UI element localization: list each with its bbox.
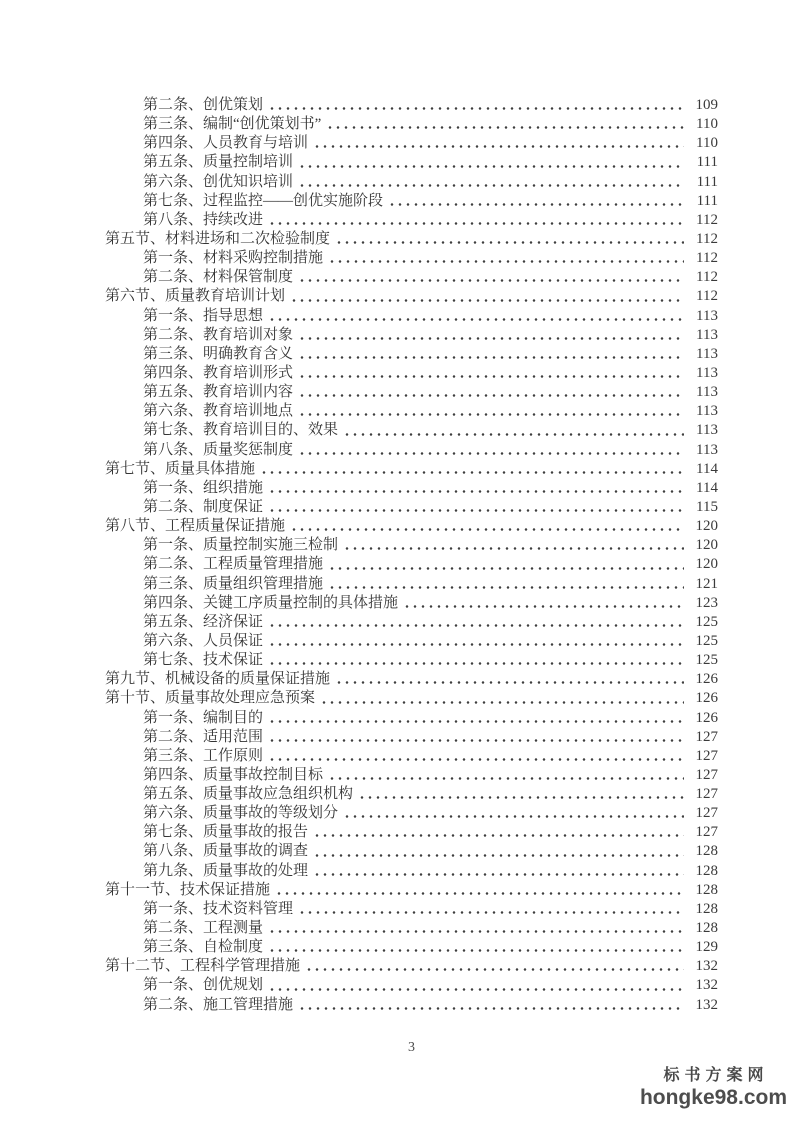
toc-leader-dots xyxy=(268,211,684,230)
toc-entry xyxy=(105,498,718,517)
toc-entry-title: 第六节、质量教育培训计划 xyxy=(105,288,286,305)
toc-entry-title: 第四条、关键工序质量控制的具体措施 xyxy=(143,594,399,611)
toc-entry xyxy=(105,785,718,804)
toc-entry-title: 第四条、人员教育与培训 xyxy=(143,135,309,152)
toc-leader-dots xyxy=(305,957,684,976)
toc-entry-title: 第五条、质量控制培训 xyxy=(143,154,294,171)
toc-leader-dots xyxy=(343,804,684,823)
toc-entry-page: 120 xyxy=(695,518,718,535)
toc-entry xyxy=(105,517,718,536)
toc-leader-dots xyxy=(388,192,684,211)
toc-entry-page: 128 xyxy=(695,862,718,879)
toc-entry-page: 112 xyxy=(696,269,718,286)
toc-entry xyxy=(105,728,718,747)
toc-entry xyxy=(105,689,718,708)
toc-leader-dots xyxy=(268,307,684,326)
toc-entry xyxy=(105,957,718,976)
toc-entry-page: 113 xyxy=(696,441,718,458)
toc-entry xyxy=(105,670,718,689)
toc-entry-page: 128 xyxy=(695,920,718,937)
toc-entry-title: 第二条、工程测量 xyxy=(143,920,264,937)
toc-leader-dots xyxy=(298,326,684,345)
toc-leader-dots xyxy=(290,517,684,536)
toc-entry xyxy=(105,249,718,268)
toc-entry xyxy=(105,536,718,555)
toc-entry-page: 120 xyxy=(695,556,718,573)
toc-entry-page: 113 xyxy=(696,384,718,401)
toc-entry xyxy=(105,613,718,632)
toc-entry-page: 127 xyxy=(695,728,718,745)
toc-entry-page: 127 xyxy=(695,824,718,841)
toc-leader-dots xyxy=(268,747,684,766)
toc-entry-page: 126 xyxy=(695,671,718,688)
toc-entry-title: 第五条、教育培训内容 xyxy=(143,384,294,401)
toc-entry-title: 第五条、质量事故应急组织机构 xyxy=(143,786,354,803)
toc-leader-dots xyxy=(328,766,684,785)
toc-entry xyxy=(105,747,718,766)
toc-leader-dots xyxy=(343,421,684,440)
toc-entry xyxy=(105,287,718,306)
toc-entry-title: 第七节、质量具体措施 xyxy=(105,460,256,477)
toc-leader-dots xyxy=(335,670,684,689)
toc-entry xyxy=(105,364,718,383)
toc-entry-page: 112 xyxy=(696,211,718,228)
toc-entry xyxy=(105,268,718,287)
toc-leader-dots xyxy=(298,364,684,383)
toc-entry xyxy=(105,421,718,440)
toc-leader-dots xyxy=(313,823,684,842)
toc-leader-dots xyxy=(358,785,684,804)
toc-leader-dots xyxy=(328,575,684,594)
toc-leader-dots xyxy=(313,862,684,881)
toc-entry xyxy=(105,709,718,728)
toc-leader-dots xyxy=(326,115,684,134)
toc-entry xyxy=(105,881,718,900)
toc-entry xyxy=(105,402,718,421)
toc-entry-title: 第二条、适用范围 xyxy=(143,728,264,745)
toc-entry-page: 121 xyxy=(695,575,718,592)
toc-leader-dots xyxy=(268,709,684,728)
toc-entry-title: 第七条、过程监控——创优实施阶段 xyxy=(143,192,384,209)
toc-entry-page: 111 xyxy=(696,154,718,171)
toc-entry-page: 125 xyxy=(695,652,718,669)
toc-entry-page: 110 xyxy=(696,116,718,133)
toc-entry-title: 第十节、质量事故处理应急预案 xyxy=(105,690,316,707)
toc-entry-title: 第三条、明确教育含义 xyxy=(143,345,294,362)
toc-entry-title: 第八节、工程质量保证措施 xyxy=(105,518,286,535)
toc-leader-dots xyxy=(298,345,684,364)
toc-entry-page: 114 xyxy=(696,460,718,477)
toc-entry-page: 126 xyxy=(695,690,718,707)
toc-entry-title: 第七条、教育培训目的、效果 xyxy=(143,422,339,439)
watermark xyxy=(640,1066,787,1109)
toc-entry-page: 113 xyxy=(696,422,718,439)
toc-entry-title: 第六条、人员保证 xyxy=(143,632,264,649)
toc-leader-dots xyxy=(298,153,684,172)
toc-entry-page: 125 xyxy=(695,632,718,649)
toc-entry xyxy=(105,326,718,345)
toc-leader-dots xyxy=(268,976,684,995)
toc-entry-title: 第一条、指导思想 xyxy=(143,307,264,324)
toc-entry xyxy=(105,211,718,230)
toc-entry-page: 112 xyxy=(696,250,718,267)
toc-leader-dots xyxy=(328,249,684,268)
toc-leader-dots xyxy=(268,919,684,938)
toc-leader-dots xyxy=(268,498,684,517)
toc-entry-page: 127 xyxy=(695,786,718,803)
toc-leader-dots xyxy=(313,134,684,153)
toc-leader-dots xyxy=(403,594,684,613)
toc-entry-page: 120 xyxy=(695,537,718,554)
toc-entry-title: 第六条、教育培训地点 xyxy=(143,403,294,420)
toc-entry xyxy=(105,134,718,153)
toc-entry-title: 第八条、质量事故的调查 xyxy=(143,843,309,860)
toc-entry-title: 第七条、质量事故的报告 xyxy=(143,824,309,841)
toc-entry-page: 128 xyxy=(695,843,718,860)
toc-leader-dots xyxy=(268,632,684,651)
toc-entry-title: 第一条、材料采购控制措施 xyxy=(143,250,324,267)
toc-entry xyxy=(105,153,718,172)
watermark-site-name: 标书方案网 xyxy=(663,1067,769,1084)
toc-entry-title: 第二条、教育培训对象 xyxy=(143,326,294,343)
toc-entry-title: 第二条、制度保证 xyxy=(143,498,264,515)
toc-entry-title: 第四条、教育培训形式 xyxy=(143,364,294,381)
toc-entry xyxy=(105,976,718,995)
toc-entry xyxy=(105,900,718,919)
toc-entry-page: 113 xyxy=(696,326,718,343)
toc-leader-dots xyxy=(298,383,684,402)
toc-entry xyxy=(105,555,718,574)
toc-entry-page: 132 xyxy=(695,996,718,1013)
toc-entry xyxy=(105,383,718,402)
toc-entry-title: 第一条、技术资料管理 xyxy=(143,900,294,917)
page-number: 3 xyxy=(408,1040,415,1055)
toc-entry xyxy=(105,651,718,670)
toc-leader-dots xyxy=(320,689,684,708)
toc-entry-page: 127 xyxy=(695,805,718,822)
toc-entry-title: 第一条、编制目的 xyxy=(143,709,264,726)
toc-entry-title: 第七条、技术保证 xyxy=(143,652,264,669)
toc-entry-page: 125 xyxy=(695,613,718,630)
toc-entry-page: 132 xyxy=(695,958,718,975)
toc-entry-page: 110 xyxy=(696,135,718,152)
toc-leader-dots xyxy=(298,173,684,192)
toc-entry xyxy=(105,479,718,498)
toc-entry xyxy=(105,441,718,460)
toc-entry-title: 第三条、质量组织管理措施 xyxy=(143,575,324,592)
toc-leader-dots xyxy=(298,900,684,919)
toc-leader-dots xyxy=(298,268,684,287)
toc-entry xyxy=(105,460,718,479)
toc-leader-dots xyxy=(268,613,684,632)
toc-entry xyxy=(105,192,718,211)
toc-leader-dots xyxy=(343,536,684,555)
toc-entry-title: 第五节、材料进场和二次检验制度 xyxy=(105,230,331,247)
toc-entry-page: 129 xyxy=(695,939,718,956)
toc-entry xyxy=(105,823,718,842)
toc-entry xyxy=(105,96,718,115)
toc-list xyxy=(105,96,718,1015)
toc-entry-title: 第三条、自检制度 xyxy=(143,939,264,956)
toc-entry-page: 109 xyxy=(695,97,718,113)
toc-entry xyxy=(105,230,718,249)
toc-entry-title: 第六条、质量事故的等级划分 xyxy=(143,805,339,822)
toc-entry xyxy=(105,345,718,364)
toc-entry-page: 113 xyxy=(696,403,718,420)
toc-entry-page: 114 xyxy=(696,479,718,496)
watermark-domain: hongke98.com xyxy=(639,1086,787,1109)
toc-entry xyxy=(105,862,718,881)
toc-entry-title: 第八条、质量奖惩制度 xyxy=(143,441,294,458)
toc-entry xyxy=(105,938,718,957)
toc-entry-title: 第三条、工作原则 xyxy=(143,747,264,764)
toc-entry xyxy=(105,307,718,326)
toc-entry-page: 113 xyxy=(696,345,718,362)
toc-entry-title: 第八条、持续改进 xyxy=(143,211,264,228)
toc-entry-page: 115 xyxy=(696,498,718,515)
toc-leader-dots xyxy=(268,651,684,670)
toc-leader-dots xyxy=(275,881,684,900)
toc-entry-title: 第九条、质量事故的处理 xyxy=(143,862,309,879)
toc-entry-page: 128 xyxy=(695,900,718,917)
toc-entry-title: 第十一节、技术保证措施 xyxy=(105,881,271,898)
toc-entry xyxy=(105,575,718,594)
toc-entry-title: 第二条、工程质量管理措施 xyxy=(143,556,324,573)
toc-entry xyxy=(105,842,718,861)
toc-leader-dots xyxy=(268,479,684,498)
toc-leader-dots xyxy=(335,230,684,249)
toc-leader-dots xyxy=(268,938,684,957)
toc-leader-dots xyxy=(260,460,684,479)
toc-entry-page: 127 xyxy=(695,766,718,783)
toc-entry-title: 第三条、编制“创优策划书” xyxy=(143,116,322,133)
toc-entry xyxy=(105,766,718,785)
toc-entry-page: 111 xyxy=(696,192,718,209)
toc-entry xyxy=(105,173,718,192)
toc-entry-title: 第一条、组织措施 xyxy=(143,479,264,496)
toc-entry-title: 第二条、创优策划 xyxy=(143,97,264,113)
toc-entry-title: 第九节、机械设备的质量保证措施 xyxy=(105,671,331,688)
toc-leader-dots xyxy=(268,96,684,115)
toc-leader-dots xyxy=(290,287,684,306)
toc-entry-title: 第一条、质量控制实施三检制 xyxy=(143,537,339,554)
toc-entry-page: 126 xyxy=(695,709,718,726)
toc-entry-title: 第二条、施工管理措施 xyxy=(143,996,294,1013)
toc-leader-dots xyxy=(313,842,684,861)
toc-leader-dots xyxy=(298,441,684,460)
toc-entry-page: 132 xyxy=(695,977,718,994)
toc-entry-title: 第二条、材料保管制度 xyxy=(143,269,294,286)
toc-leader-dots xyxy=(298,402,684,421)
toc-entry-page: 127 xyxy=(695,747,718,764)
toc-leader-dots xyxy=(268,728,684,747)
toc-entry-page: 111 xyxy=(696,173,718,190)
toc-leader-dots xyxy=(328,555,684,574)
toc-entry-page: 128 xyxy=(695,881,718,898)
toc-entry xyxy=(105,115,718,134)
toc-entry xyxy=(105,919,718,938)
toc-entry-title: 第六条、创优知识培训 xyxy=(143,173,294,190)
toc-entry-title: 第一条、创优规划 xyxy=(143,977,264,994)
toc-entry xyxy=(105,594,718,613)
toc-entry-page: 113 xyxy=(696,307,718,324)
toc-leader-dots xyxy=(298,996,684,1015)
toc-entry-page: 112 xyxy=(696,288,718,305)
toc-entry-page: 113 xyxy=(696,364,718,381)
toc-entry-title: 第四条、质量事故控制目标 xyxy=(143,766,324,783)
toc-entry xyxy=(105,632,718,651)
toc-entry xyxy=(105,804,718,823)
toc-entry xyxy=(105,996,718,1015)
toc-entry-title: 第十二节、工程科学管理措施 xyxy=(105,958,301,975)
toc-entry-page: 112 xyxy=(696,230,718,247)
toc-entry-title: 第五条、经济保证 xyxy=(143,613,264,630)
toc-entry-page: 123 xyxy=(695,594,718,611)
